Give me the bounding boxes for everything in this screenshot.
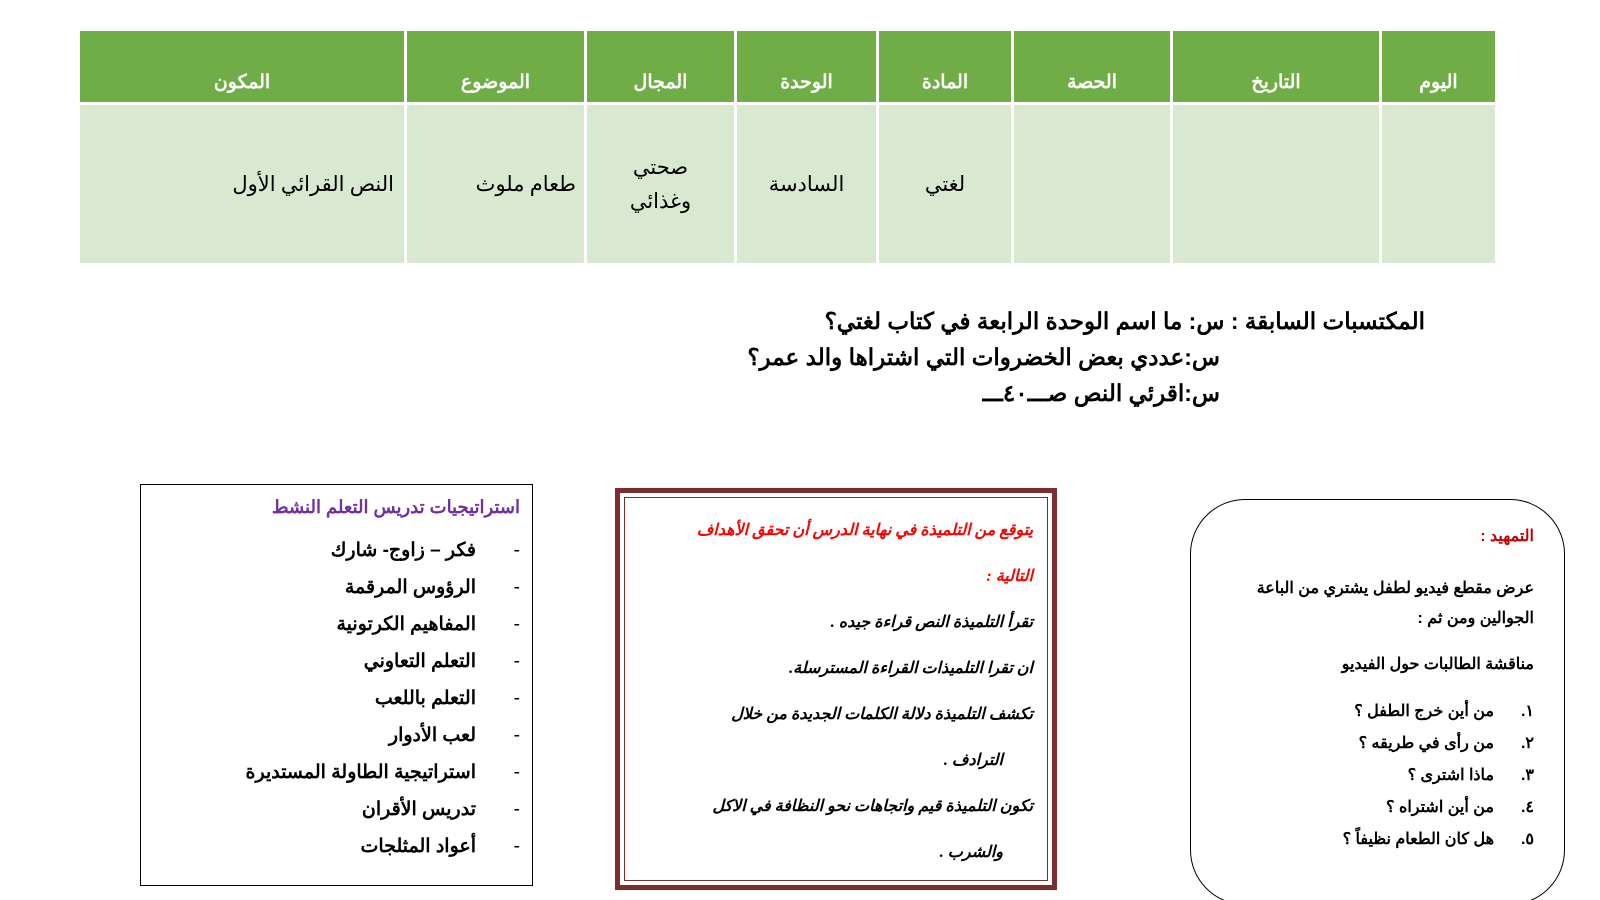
dash-bullet: - (513, 836, 520, 857)
header-topic: الموضوع (406, 30, 586, 104)
cell-domain (586, 104, 736, 265)
list-item (1219, 728, 1534, 760)
dash-bullet: - (513, 577, 520, 598)
list-item-number: ٣. (1520, 767, 1534, 784)
list-item-number: ٢. (1520, 735, 1534, 752)
goal-item-4: تكون التلميذة قيم واتجاهات نحو النظافة في الاكل (712, 798, 1033, 815)
prior-knowledge-section (747, 303, 1425, 411)
list-item-text: الرؤوس المرقمة (344, 577, 476, 598)
list-item (151, 828, 520, 865)
strategies-box (140, 484, 533, 886)
list-item-text: استراتيجية الطاولة المستديرة (245, 762, 476, 783)
intro-title: التمهيد : (1480, 528, 1534, 545)
list-item-text: ماذا اشترى ؟ (1407, 767, 1494, 784)
table-header-row (79, 30, 1497, 104)
goal-item-4-cont: والشرب . (939, 844, 1003, 861)
header-domain: المجال (586, 30, 736, 104)
list-item-text: أعواد المثلجات (360, 836, 476, 857)
cell-domain-line2: وغذائي (629, 189, 692, 213)
header-day: اليوم (1381, 30, 1497, 104)
list-item-text: من أين خرج الطفل ؟ (1354, 703, 1494, 720)
list-item (151, 680, 520, 717)
strategies-title: استراتيجيات تدريس التعلم النشط (271, 497, 520, 517)
cell-topic: طعام ملوث (406, 104, 586, 265)
intro-discussion: مناقشة الطالبات حول الفيديو (1341, 656, 1534, 673)
goal-item-1: تقرأ التلميذة النص قراءة جيده . (830, 614, 1033, 631)
list-item (1219, 696, 1534, 728)
prior-question-2: س:عددي بعض الخضروات التي اشتراها والد عمر؟ (747, 344, 1220, 370)
intro-paragraph: عرض مقطع فيديو لطفل يشتري من الباعة الجوالين ومن ثم : (1256, 580, 1534, 627)
cell-component: النص القرائي الأول (79, 104, 406, 265)
prior-knowledge-line1 (747, 303, 1425, 339)
list-item-number: ٤. (1520, 799, 1534, 816)
list-item (151, 532, 520, 569)
list-item (151, 791, 520, 828)
list-item-text: هل كان الطعام نظيفاً ؟ (1342, 831, 1494, 848)
cell-unit: السادسة (736, 104, 878, 265)
dash-bullet: - (513, 651, 520, 672)
prior-question-1: س: ما اسم الوحدة الرابعة في كتاب لغتي؟ (824, 308, 1225, 334)
cell-day (1381, 104, 1497, 265)
cell-period (1013, 104, 1172, 265)
header-date: التاريخ (1172, 30, 1381, 104)
goals-heading-line2: التالية : (986, 568, 1033, 585)
lesson-info-table (77, 28, 1498, 266)
list-item (151, 754, 520, 791)
header-period: الحصة (1013, 30, 1172, 104)
list-item (151, 569, 520, 606)
dash-bullet: - (513, 799, 520, 820)
header-unit: الوحدة (736, 30, 878, 104)
list-item (151, 643, 520, 680)
intro-questions-list (1219, 696, 1534, 856)
dash-bullet: - (513, 540, 520, 561)
list-item (1219, 824, 1534, 856)
list-item (151, 717, 520, 754)
dash-bullet: - (513, 762, 520, 783)
dash-bullet: - (513, 688, 520, 709)
list-item (1219, 760, 1534, 792)
table-row (79, 104, 1497, 265)
list-item-text: التعلم التعاوني (363, 651, 476, 672)
list-item-text: فكر – زاوج- شارك (330, 540, 476, 561)
goals-heading-line1: يتوقع من التلميذة في نهاية الدرس أن تحقق الأهداف (696, 522, 1033, 539)
header-component: المكون (79, 30, 406, 104)
goals-box (615, 488, 1057, 890)
header-subject: المادة (878, 30, 1013, 104)
list-item-text: من أين اشتراه ؟ (1386, 799, 1494, 816)
list-item-text: المفاهيم الكرتونية (336, 614, 476, 635)
dash-bullet: - (513, 725, 520, 746)
list-item-text: لعب الأدوار (388, 725, 476, 746)
goal-item-2: ان تقرا التلميذات القراءة المسترسلة. (789, 660, 1033, 677)
list-item-text: من رأى في طريقه ؟ (1358, 735, 1494, 752)
list-item-text: التعلم باللعب (374, 688, 476, 709)
goal-item-3-cont: الترادف . (943, 752, 1003, 769)
prior-knowledge-label: المكتسبات السابقة : (1230, 308, 1425, 334)
goal-item-3: تكشف التلميذة دلالة الكلمات الجديدة من خلال (731, 706, 1033, 723)
list-item-number: ٥. (1520, 831, 1534, 848)
list-item (1219, 792, 1534, 824)
strategies-list (151, 532, 520, 865)
list-item-number: ١. (1520, 703, 1534, 720)
dash-bullet: - (513, 614, 520, 635)
cell-subject: لغتي (878, 104, 1013, 265)
prior-question-3: س:اقرئي النص صـــ٤٠ـــ (982, 380, 1220, 406)
goals-box-inner (624, 497, 1048, 881)
intro-box (1190, 499, 1565, 900)
cell-domain-line1: صحتي (632, 155, 689, 179)
list-item-text: تدريس الأقران (361, 799, 476, 820)
list-item (151, 606, 520, 643)
cell-date (1172, 104, 1381, 265)
